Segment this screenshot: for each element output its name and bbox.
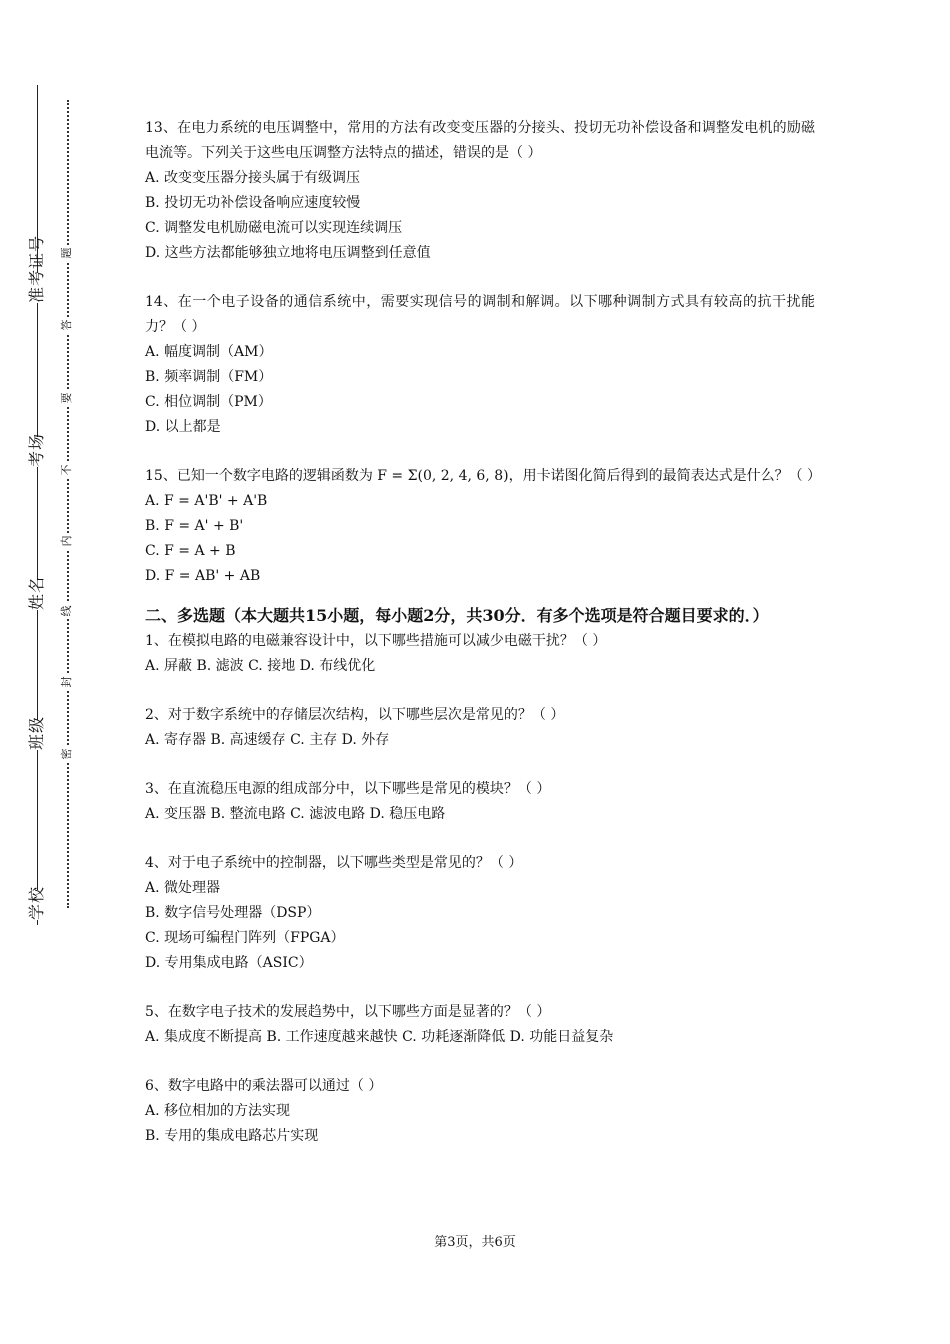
option-b: B. 专用的集成电路芯片实现 xyxy=(145,1128,319,1144)
seal-char: 要 xyxy=(58,390,76,406)
question-13 xyxy=(145,116,815,266)
question-stem: 2、对于数字系统中的存储层次结构，以下哪些层次是常见的？（ ） xyxy=(145,707,565,723)
option-c: C. 相位调制（PM） xyxy=(145,394,272,410)
school-field-label: 学校 xyxy=(17,890,57,920)
options-line: A. 屏蔽 B. 滤波 C. 接地 D. 布线优化 xyxy=(145,658,376,674)
option-b: B. 数字信号处理器（DSP） xyxy=(145,905,321,921)
question-stem: 14、在一个电子设备的通信系统中，需要实现信号的调制和解调。以下哪种调制方式具有较高的抗干扰能力？（ ） xyxy=(145,294,815,335)
multi-question-3 xyxy=(145,777,815,827)
option-a: A. 改变变压器分接头属于有级调压 xyxy=(145,170,361,186)
section-heading: 二、多选题（本大题共15小题，每小题2分，共30分．有多个选项是符合题目要求的．） xyxy=(145,606,769,625)
option-b: B. 投切无功补偿设备响应速度较慢 xyxy=(145,195,361,211)
option-c: C. 现场可编程门阵列（FPGA） xyxy=(145,930,345,946)
exam-content xyxy=(145,116,822,1173)
question-stem: 1、在模拟电路的电磁兼容设计中，以下哪些措施可以减少电磁干扰？（ ） xyxy=(145,633,607,649)
question-stem: 13、在电力系统的电压调整中，常用的方法有改变变压器的分接头、投切无功补偿设备和调整发电机的励磁电流等。下列关于这些电压调整方法特点的描述，错误的是（ ） xyxy=(145,120,815,161)
question-stem: 5、在数字电子技术的发展趋势中，以下哪些方面是显著的？（ ） xyxy=(145,1004,551,1020)
page-footer: 第3页，共6页 xyxy=(434,1235,516,1250)
question-14 xyxy=(145,290,815,440)
class-field-label: 班级 xyxy=(17,720,57,750)
exam-room-field-label: 考场 xyxy=(17,437,57,467)
binding-margin xyxy=(0,0,100,1344)
option-b: B. 频率调制（FM） xyxy=(145,369,273,385)
option-a: A. F = A'B' + A'B xyxy=(145,493,268,509)
multi-question-4 xyxy=(145,851,815,976)
option-a: A. 移位相加的方法实现 xyxy=(145,1103,291,1119)
seal-char: 封 xyxy=(58,674,76,690)
seal-char: 不 xyxy=(58,462,76,478)
option-d: D. 专用集成电路（ASIC） xyxy=(145,955,313,971)
options-line: A. 集成度不断提高 B. 工作速度越来越快 C. 功耗逐渐降低 D. 功能日益复杂 xyxy=(145,1029,614,1045)
multi-question-2 xyxy=(145,703,815,753)
multi-question-1 xyxy=(145,629,815,679)
option-d: D. 这些方法都能够独立地将电压调整到任意值 xyxy=(145,245,431,261)
option-c: C. 调整发电机励磁电流可以实现连续调压 xyxy=(145,220,403,236)
admission-number-field-label: 准考证号 xyxy=(17,273,57,303)
option-d: D. 以上都是 xyxy=(145,419,221,435)
multi-question-5 xyxy=(145,1000,815,1050)
option-b: B. F = A' + B' xyxy=(145,518,244,534)
seal-char: 密 xyxy=(58,746,76,762)
option-d: D. F = AB' + AB xyxy=(145,568,261,584)
multi-question-6 xyxy=(145,1074,815,1149)
seal-char: 内 xyxy=(58,533,76,549)
question-15 xyxy=(145,464,822,589)
seal-char: 线 xyxy=(58,603,76,619)
options-line: A. 变压器 B. 整流电路 C. 滤波电路 D. 稳压电路 xyxy=(145,806,446,822)
option-c: C. F = A + B xyxy=(145,543,236,559)
question-stem: 4、对于电子系统中的控制器，以下哪些类型是常见的？（ ） xyxy=(145,855,523,871)
option-a: A. 微处理器 xyxy=(145,880,221,896)
binding-solid-line xyxy=(37,85,38,925)
question-stem: 3、在直流稳压电源的组成部分中，以下哪些是常见的模块？（ ） xyxy=(145,781,551,797)
binding-dotted-line xyxy=(67,100,69,908)
option-a: A. 幅度调制（AM） xyxy=(145,344,273,360)
name-field-label: 姓名 xyxy=(17,580,57,610)
options-line: A. 寄存器 B. 高速缓存 C. 主存 D. 外存 xyxy=(145,732,390,748)
question-stem: 6、数字电路中的乘法器可以通过（ ） xyxy=(145,1078,383,1094)
question-stem: 15、已知一个数字电路的逻辑函数为 F = Σ(0, 2, 4, 6, 8)，用卡诺图化简后得到的最简表达式是什么？（ ） xyxy=(145,468,822,484)
seal-char: 答 xyxy=(58,317,76,333)
seal-char: 题 xyxy=(58,245,76,261)
